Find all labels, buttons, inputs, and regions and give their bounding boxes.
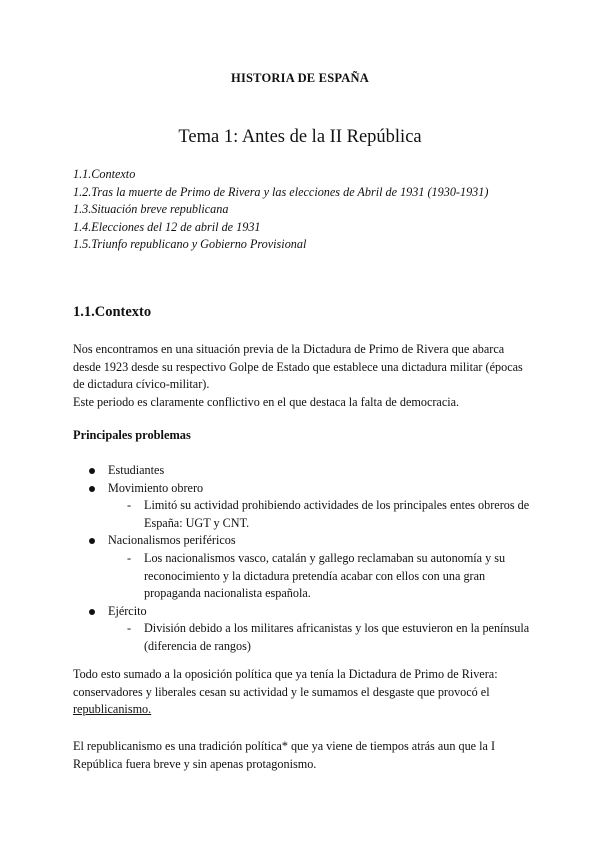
list-item-label: Ejército (108, 603, 147, 618)
list-item (73, 480, 533, 498)
topic-title: Tema 1: Antes de la II República (178, 127, 422, 147)
sub-list-item (73, 620, 533, 655)
list-item-label: Estudiantes (108, 463, 165, 477)
list-item-label: Movimiento obrero (108, 480, 204, 495)
toc-item: 1.4.Elecciones del 12 de abril de 1931 (73, 219, 261, 234)
toc-item: 1.3.Situación breve republicana (73, 202, 229, 216)
sub-list-item (73, 497, 533, 532)
dash-icon: - (127, 621, 132, 636)
problems-list (73, 462, 533, 656)
sub-list-item (73, 550, 533, 603)
sub-item-text: División debido a los militares africanistas y los que estuvieron en la península (diferencia de rangos) (144, 621, 530, 653)
document-title: HISTORIA DE ESPAÑA (231, 71, 369, 85)
summary-paragraph (73, 666, 533, 719)
republicanism-link[interactable]: republicanismo. (73, 702, 152, 717)
problems-heading: Principales problemas (73, 428, 191, 442)
toc-item: 1.5.Triunfo republicano y Gobierno Provisional (73, 237, 307, 251)
intro-paragraph-2: Este periodo es claramente conflictivo en el que destaca la falta de democracia. (73, 395, 460, 409)
toc-item: 1.1.Contexto (73, 167, 136, 181)
toc-item: 1.2.Tras la muerte de Primo de Rivera y las elecciones de Abril de 1931 (1930-1931) (73, 184, 489, 199)
bullet-icon (89, 538, 95, 544)
sub-item-text: Los nacionalismos vasco, catalán y gallego reclamaban su autonomía y su reconocimiento y la dictadura pretendía acabar con ellos con una gran propaganda nacionalista española. (144, 550, 506, 601)
list-item (73, 532, 533, 550)
bullet-icon (89, 609, 95, 615)
bullet-icon (89, 486, 95, 492)
list-item-label: Nacionalismos periféricos (108, 533, 236, 548)
republicanism-paragraph: El republicanismo es una tradición política* que ya viene de tiempos atrás aun que la I República fuera breve y sin apenas protagonismo. (73, 739, 496, 771)
list-item (73, 603, 533, 621)
intro-paragraph: Nos encontramos en una situación previa de la Dictadura de Primo de Rivera que abarca desde 1923 desde su respectivo Golpe de Estado que establece una dictadura militar (épocas de dictadura cívico-militar). (73, 342, 523, 392)
list-item (73, 462, 533, 480)
dash-icon: - (127, 498, 132, 513)
dash-icon: - (127, 550, 132, 565)
table-of-contents (73, 166, 488, 254)
sub-item-text: Limitó su actividad prohibiendo actividades de los principales entes obreros de España: UGT y CNT. (144, 498, 530, 530)
section-heading: 1.1.Contexto (73, 304, 152, 320)
summary-text: Todo esto sumado a la oposición política que ya tenía la Dictadura de Primo de Rivera: conservadores y liberales cesan su actividad y le sumamos el desgaste que provocó el (73, 667, 498, 699)
bullet-icon (89, 468, 95, 474)
